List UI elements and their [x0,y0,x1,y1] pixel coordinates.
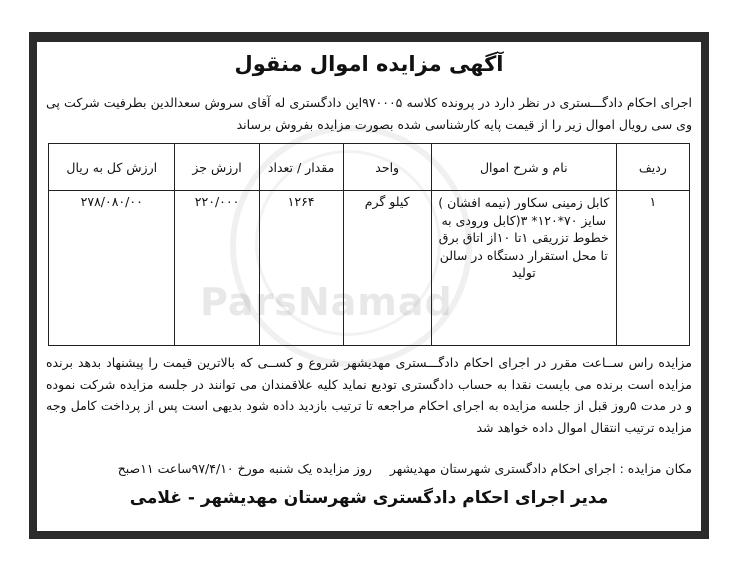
cell-row-number: ۱ [616,191,689,346]
auction-date-time: روز مزایده یک شنبه مورخ ۹۷/۴/۱۰ساعت ۱۱صبح [117,461,372,476]
auction-place-date [46,459,692,479]
cell-quantity: ۱۲۶۴ [259,191,343,346]
cell-unit-price: ۲۲۰/۰۰۰ [175,191,259,346]
header-unit-price: ارزش جز [175,144,259,191]
header-total-value: ارزش کل به ریال [49,144,175,191]
cell-total-value: ۲۷۸/۰۸۰/۰۰ [49,191,175,346]
table-row [49,191,690,346]
auction-terms: مزایده راس ســاعت مقرر در اجرای احکام دادگـــستری مهدیشهر شروع و کســی که بالاترین قیمت را پیشنهاد بدهد برنده مزایده است برنده می بایست نقدا به حساب دادگستری تودیع نماید کلیه علاقمندان می توانند در جلسه مزایده شرکت نموده و در مدت ۵روز قبل از جلسه مزایده به اجرای احکام مراجعه تا ترتیب بازدید داده شود بدیهی است پس از پرداخت کامل وجه مزایده ترتیب انتقال اموال داده خواهد شد [46,355,692,435]
cell-description: کابل زمینی سکاور (نیمه افشان ) سایز ۷۰*۱۲۰* ۳(کابل ورودی به خطوط تزریقی ۱تا ۱۰از اتاق برق تا محل استقرار دستگاه در سالن تولید [431,191,616,346]
cell-unit: کیلو گرم [343,191,431,346]
header-row-number: ردیف [616,144,689,191]
auction-place: مکان مزایده : اجرای احکام دادگستری شهرستان مهدیشهر [389,461,692,476]
header-unit: واحد [343,144,431,191]
notice-title: آگهی مزایده اموال منقول [234,52,504,76]
header-description: نام و شرح اموال [431,144,616,191]
table-header-row [49,144,690,191]
auction-items-table [48,143,690,346]
header-quantity: مقدار / تعداد [259,144,343,191]
notice-signature: مدیر اجرای احکام دادگستری شهرستان مهدیشهر - غلامی [129,488,609,508]
notice-intro: اجرای احکام دادگـــستری در نظر دارد در پرونده کلاسه ۹۷۰۰۰۵این دادگستری له آقای سروش سعدالدین بطرفیت شرکت پی وی سی رویال اموال زیر را از قیمت پایه کارشناسی شده بصورت مزایده بفروش برساند [46,95,692,132]
